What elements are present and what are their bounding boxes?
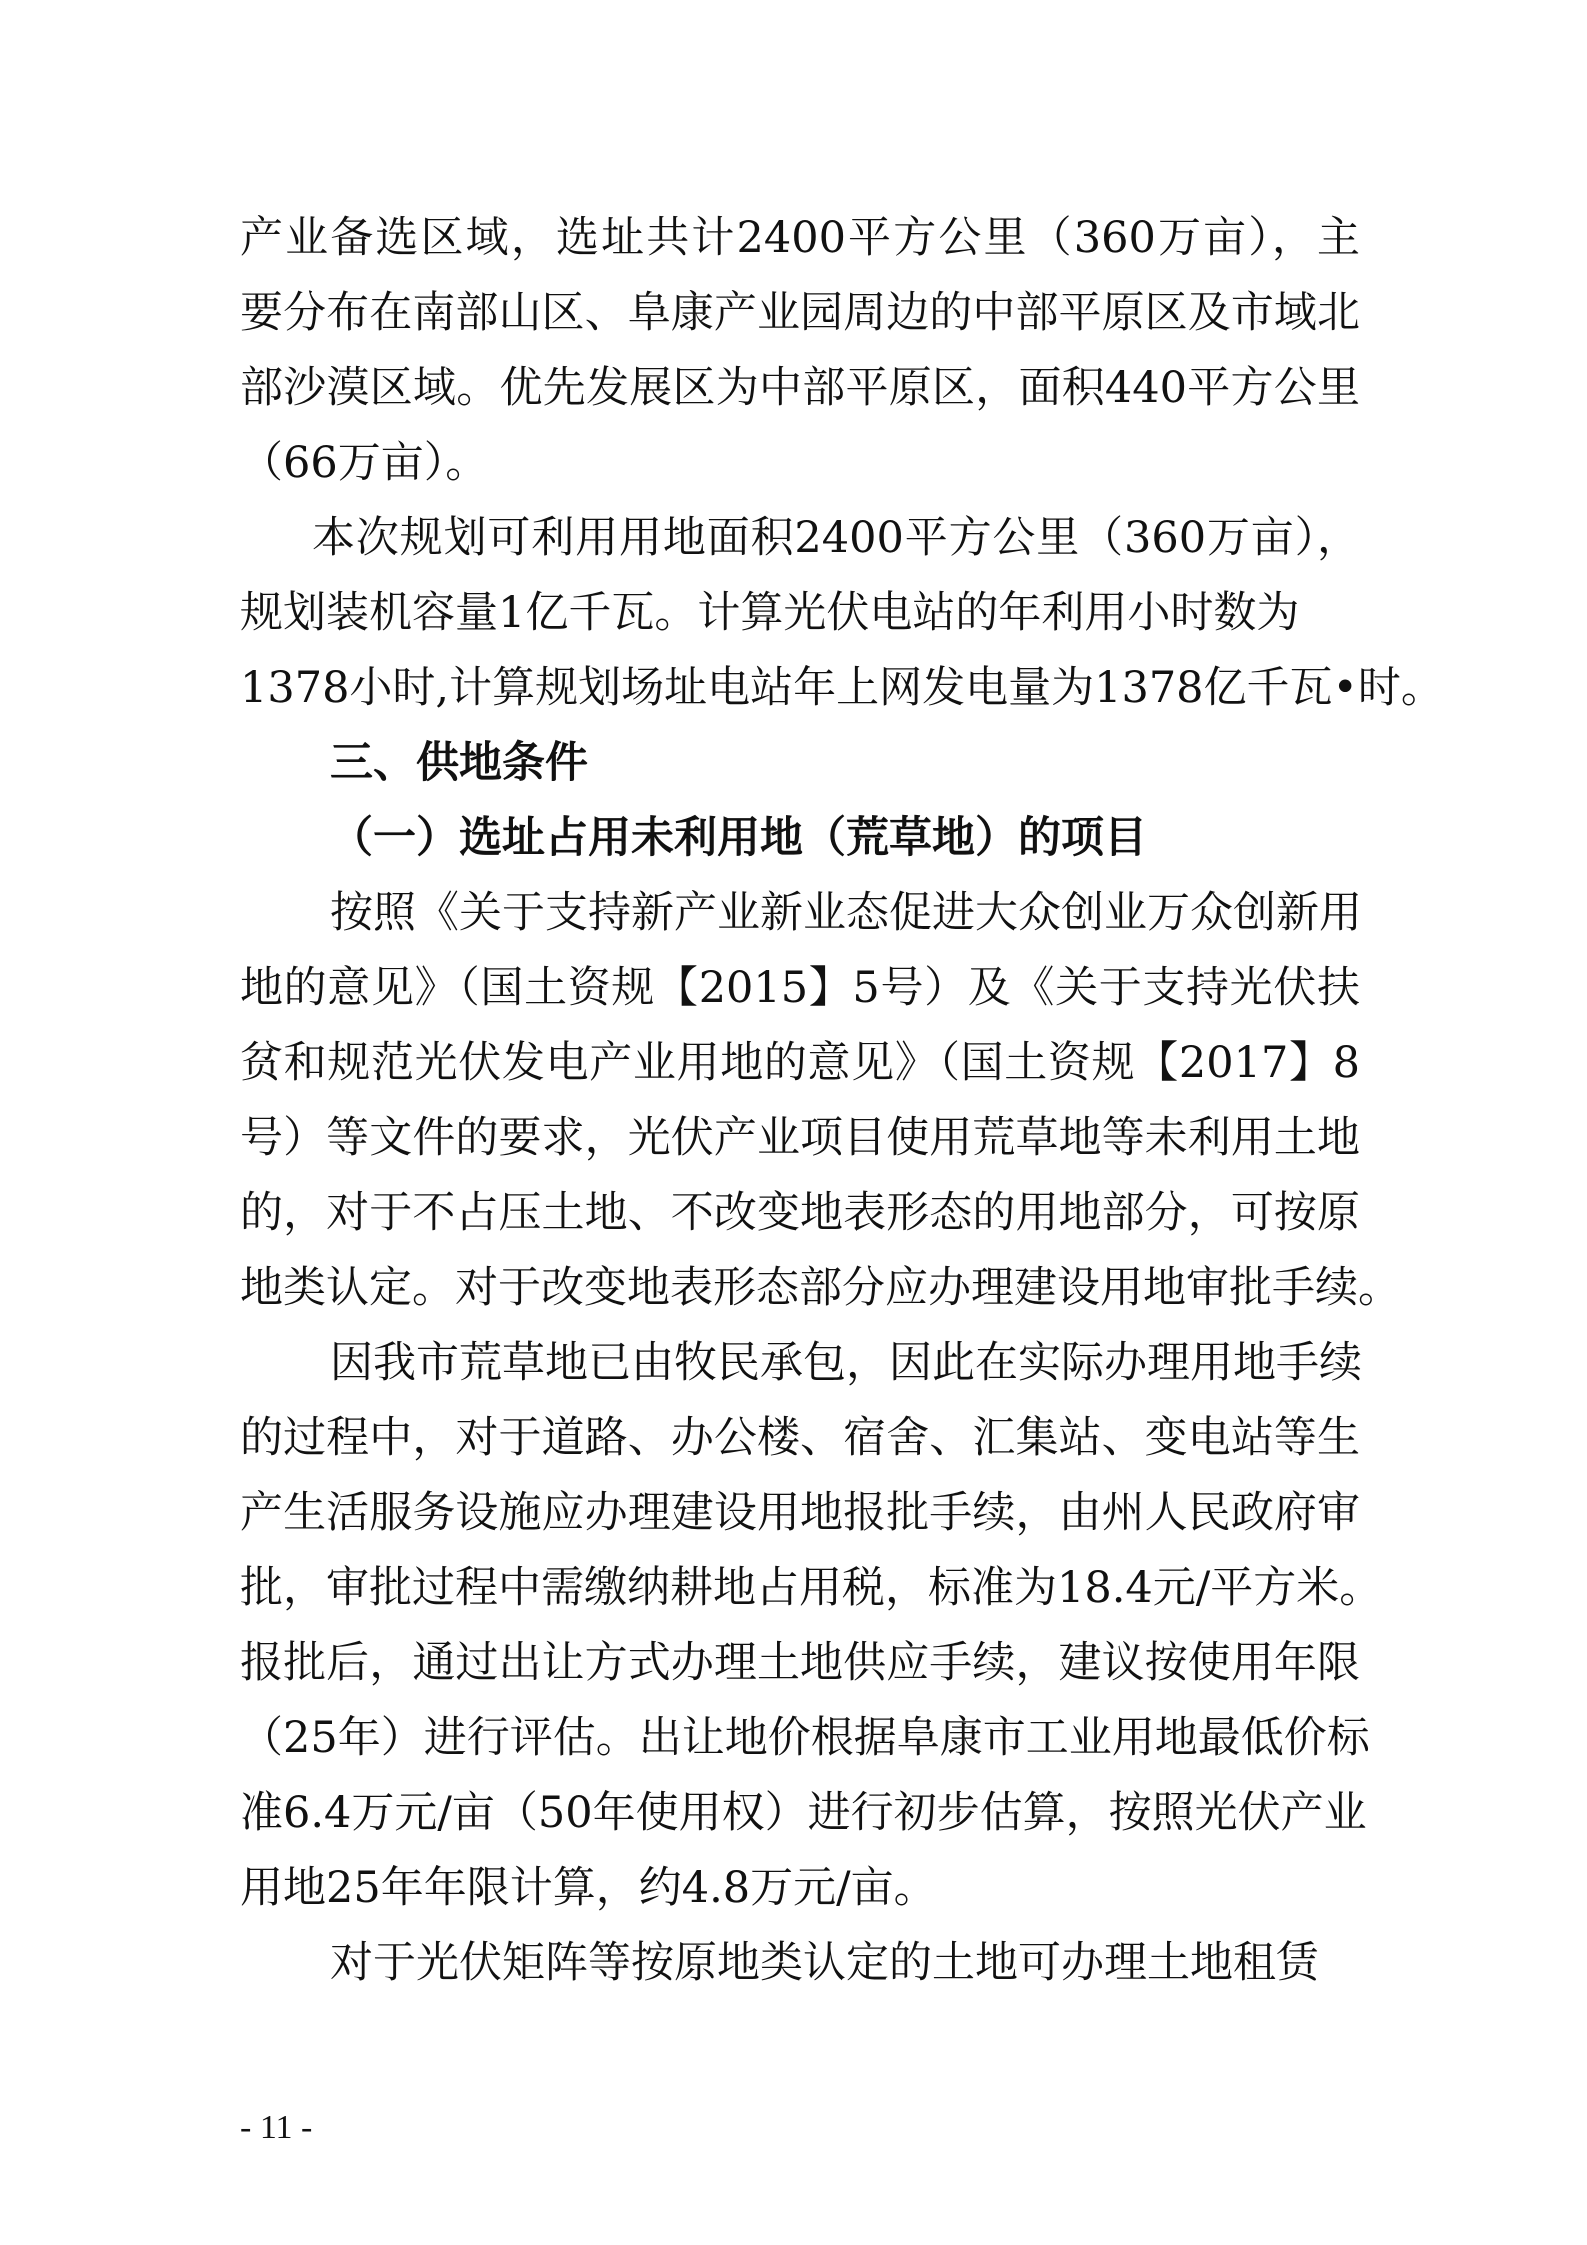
- section-heading: 三、供地条件: [330, 738, 588, 788]
- paragraph-line: 部沙漠区域。优先发展区为中部平原区，面积440平方公里: [240, 363, 1360, 413]
- paragraph-line: 本次规划可利用用地面积2400平方公里（360万亩），: [312, 513, 1360, 563]
- paragraph-line: 地的意见》（国土资规【2015】5号）及《关于支持光伏扶: [240, 963, 1360, 1013]
- subsection-heading: （一）选址占用未利用地（荒草地）的项目: [330, 813, 1147, 863]
- paragraph-line: 批，审批过程中需缴纳耕地占用税，标准为18.4元/平方米。: [240, 1563, 1383, 1613]
- paragraph-line: 号）等文件的要求，光伏产业项目使用荒草地等未利用土地: [240, 1113, 1360, 1163]
- paragraph-line: （25年）进行评估。出让地价根据阜康市工业用地最低价标: [240, 1713, 1370, 1763]
- paragraph-line: 按照《关于支持新产业新业态促进大众创业万众创新用: [330, 888, 1362, 938]
- paragraph-line: 准6.4万元/亩（50年使用权）进行初步估算，按照光伏产业: [240, 1788, 1367, 1838]
- paragraph-line: 对于光伏矩阵等按原地类认定的土地可办理土地租赁: [330, 1938, 1319, 1988]
- paragraph-line: 地类认定。对于改变地表形态部分应办理建设用地审批手续。: [240, 1263, 1401, 1313]
- paragraph-line: 要分布在南部山区、阜康产业园周边的中部平原区及市域北: [240, 288, 1360, 338]
- paragraph-line: 1378小时,计算规划场址电站年上网发电量为1378亿千瓦•时。: [240, 663, 1444, 713]
- paragraph-line: 因我市荒草地已由牧民承包，因此在实际办理用地手续: [330, 1338, 1362, 1388]
- paragraph-line: 的过程中，对于道路、办公楼、宿舍、汇集站、变电站等生: [240, 1413, 1360, 1463]
- paragraph-line: 贫和规范光伏发电产业用地的意见》（国土资规【2017】8: [240, 1038, 1360, 1088]
- paragraph-line: 产业备选区域，选址共计2400平方公里（360万亩），主: [240, 213, 1360, 263]
- paragraph-line: 用地25年年限计算，约4.8万元/亩。: [240, 1863, 937, 1913]
- paragraph-line: 产生活服务设施应办理建设用地报批手续，由州人民政府审: [240, 1488, 1360, 1538]
- paragraph-line: 报批后，通过出让方式办理土地供应手续，建议按使用年限: [240, 1638, 1360, 1688]
- page-number: - 11 -: [240, 2109, 313, 2146]
- paragraph-line: 规划装机容量1亿千瓦。计算光伏电站的年利用小时数为: [240, 588, 1300, 638]
- paragraph-line: （66万亩）。: [240, 438, 489, 488]
- paragraph-line: 的，对于不占压土地、不改变地表形态的用地部分，可按原: [240, 1188, 1360, 1238]
